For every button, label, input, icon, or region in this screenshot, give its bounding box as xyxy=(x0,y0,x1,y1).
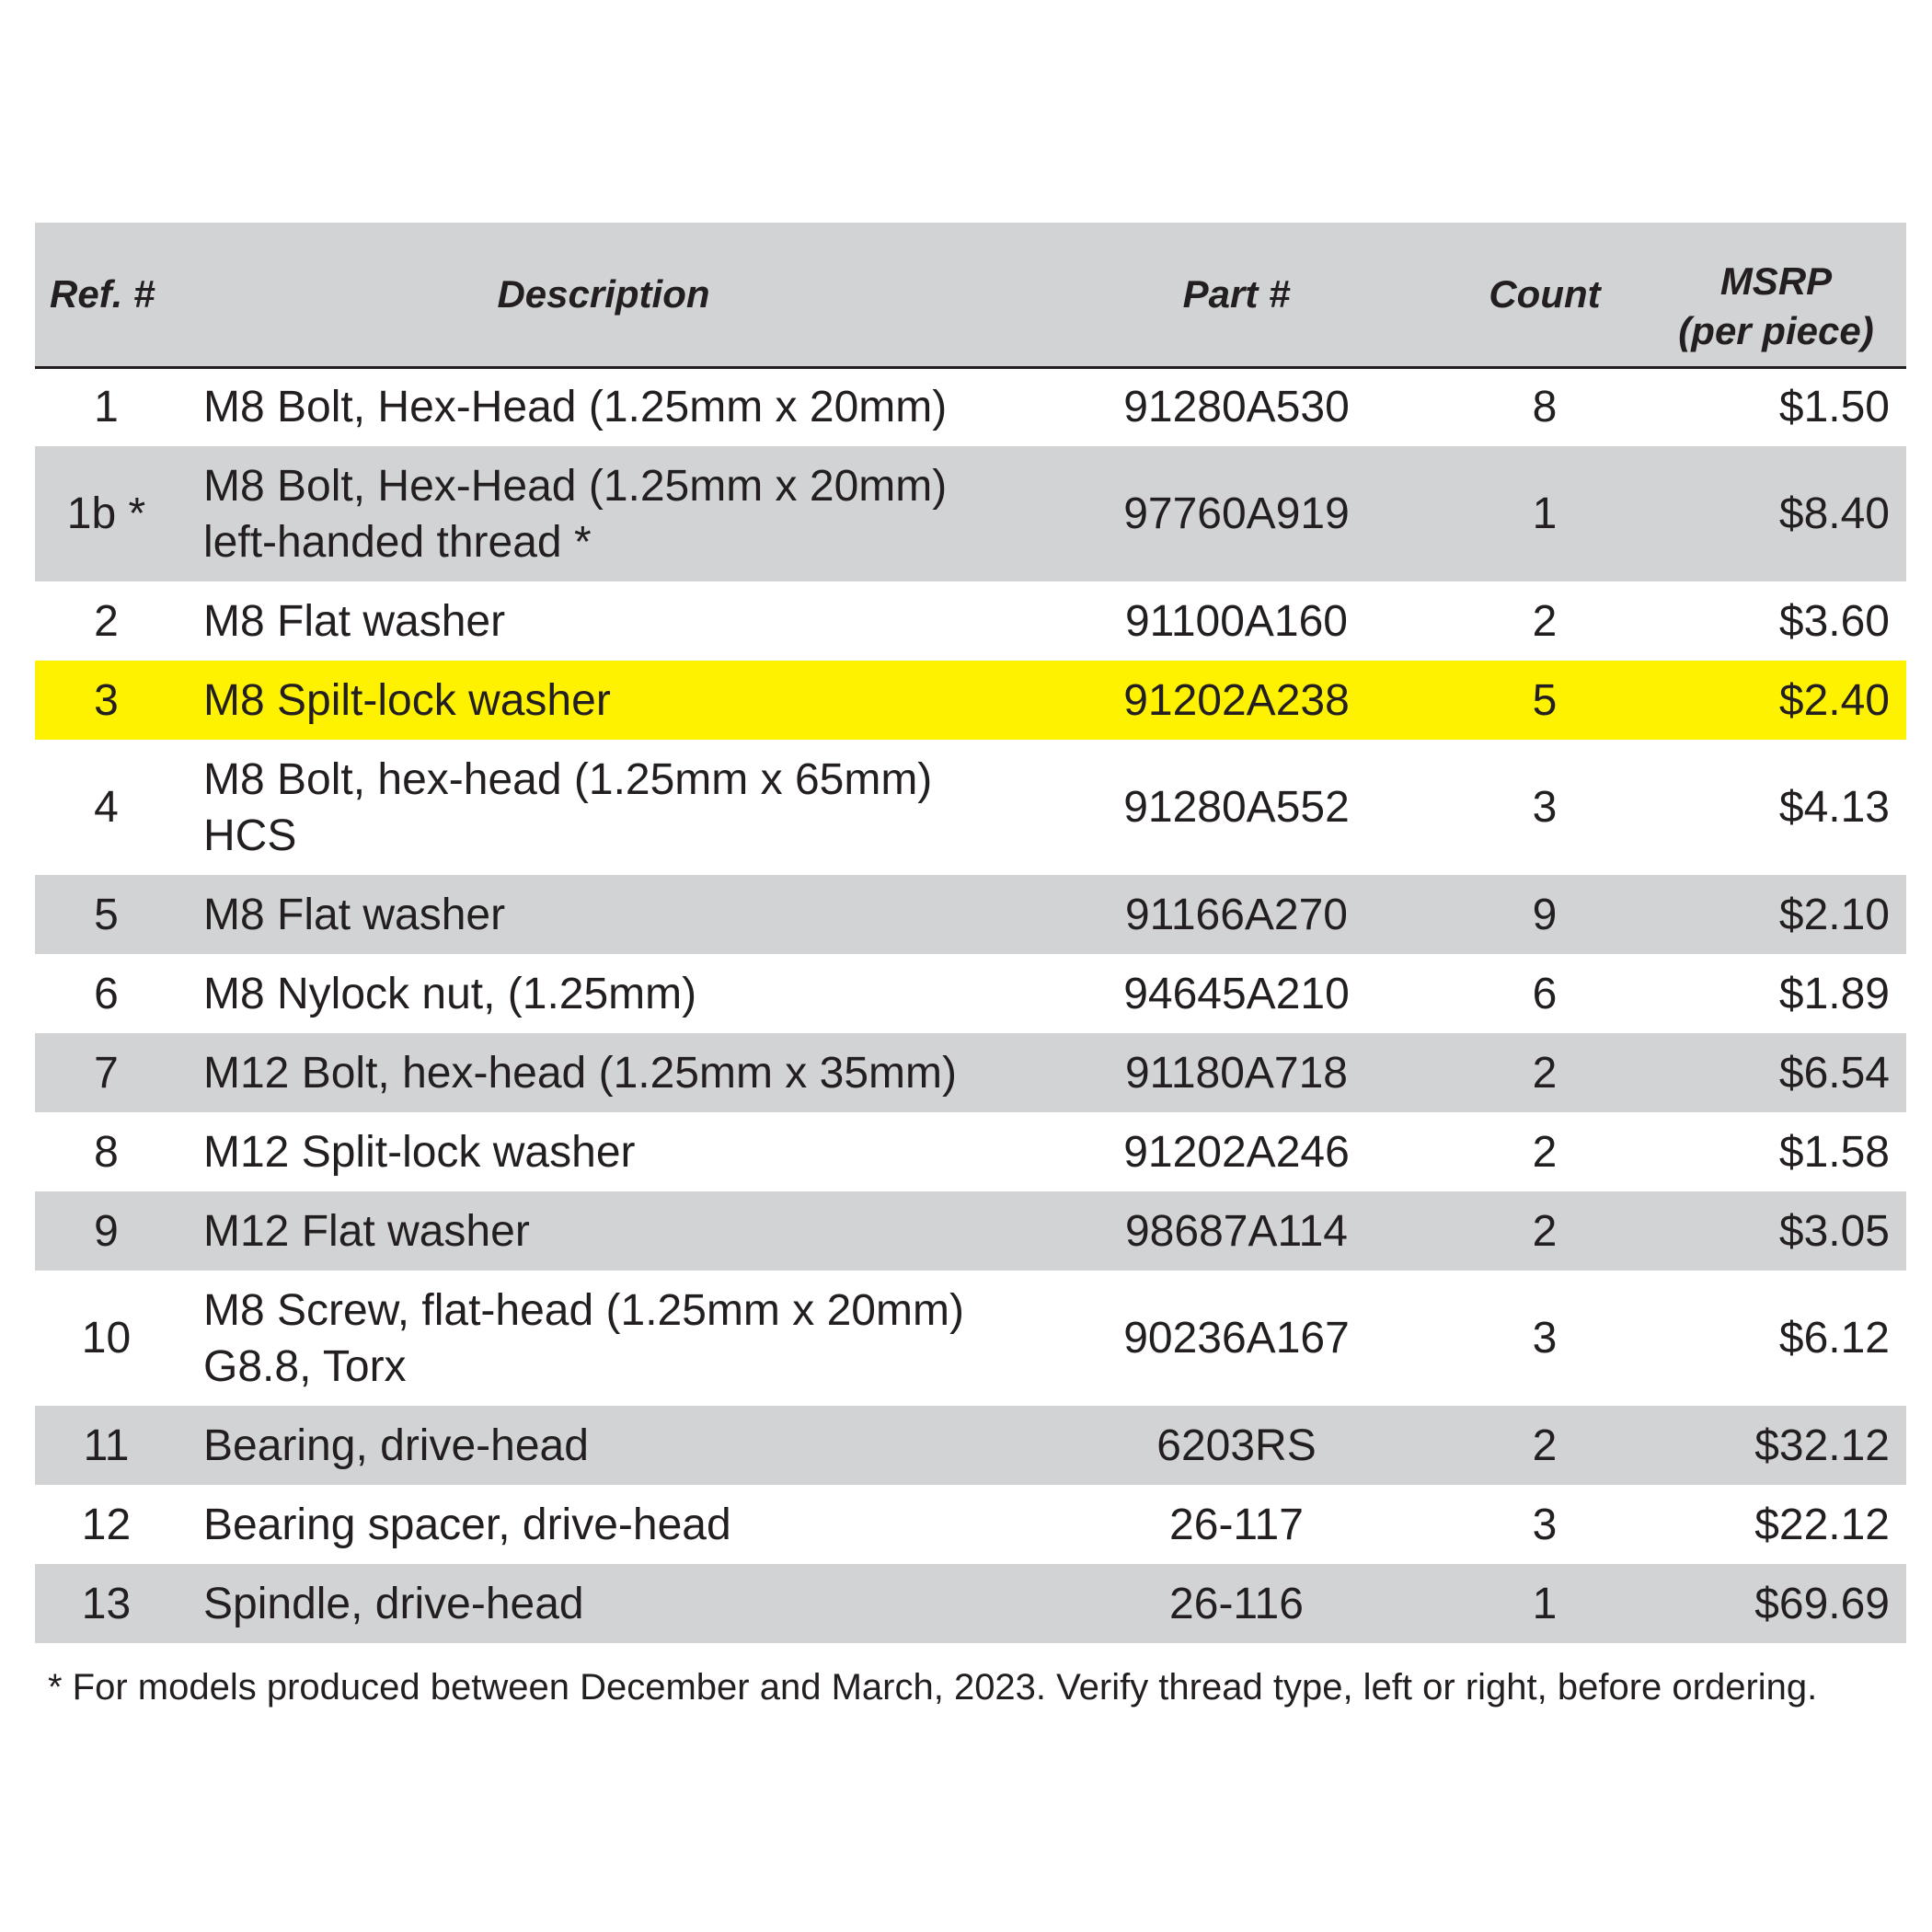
row-description: Bearing spacer, drive-head xyxy=(203,1500,731,1549)
header-description: Description xyxy=(178,223,1029,367)
row-msrp: $2.10 xyxy=(1778,890,1890,939)
row-ref: 12 xyxy=(81,1500,132,1549)
row-part-number: 91202A238 xyxy=(1123,675,1350,725)
table-row xyxy=(35,1406,1906,1485)
row-description: M8 Nylock nut, (1.25mm) xyxy=(203,969,697,1018)
row-count: 3 xyxy=(1532,1314,1558,1363)
row-description: Bearing, drive-head xyxy=(203,1420,589,1470)
table-row xyxy=(35,1564,1906,1643)
row-description-line1: M8 Bolt, hex-head (1.25mm x 65mm) xyxy=(203,754,933,804)
row-msrp: $32.12 xyxy=(1754,1420,1890,1470)
header-msrp xyxy=(1646,223,1906,367)
header-msrp-line1: MSRP xyxy=(1719,259,1833,303)
row-part-number: 91166A270 xyxy=(1124,890,1348,939)
row-count: 3 xyxy=(1532,783,1558,832)
row-count: 2 xyxy=(1532,1048,1558,1098)
row-description: M8 Flat washer xyxy=(203,890,506,939)
row-count: 2 xyxy=(1532,1206,1558,1256)
row-ref: 1 xyxy=(94,383,119,432)
footnote: * For models produced between December and March, 2023. Verify thread type, left or right, before ordering. xyxy=(48,1667,1818,1708)
row-msrp: $3.05 xyxy=(1778,1206,1890,1256)
table-row xyxy=(35,1191,1906,1271)
table-body xyxy=(35,367,1906,1643)
row-count: 8 xyxy=(1532,383,1558,432)
row-description-line1: M8 Screw, flat-head (1.25mm x 20mm) xyxy=(203,1285,964,1335)
row-count: 6 xyxy=(1532,969,1558,1018)
row-count: 2 xyxy=(1532,1127,1558,1177)
row-part-number: 94645A210 xyxy=(1123,969,1350,1018)
header-count: Count xyxy=(1443,223,1646,367)
row-msrp: $1.58 xyxy=(1778,1127,1890,1177)
row-ref: 5 xyxy=(94,890,119,939)
table-row xyxy=(35,875,1906,954)
row-count: 3 xyxy=(1532,1500,1558,1549)
row-part-number: 91280A552 xyxy=(1123,783,1350,832)
table-row-highlighted xyxy=(35,661,1906,740)
parts-table xyxy=(35,223,1906,1643)
row-part-number: 90236A167 xyxy=(1123,1314,1350,1363)
row-description: M8 Bolt, Hex-Head (1.25mm x 20mm) xyxy=(203,383,948,432)
row-part-number: 91280A530 xyxy=(1123,383,1350,432)
row-description: M8 Spilt-lock washer xyxy=(203,675,611,725)
row-part-number: 97760A919 xyxy=(1123,489,1350,538)
row-count: 5 xyxy=(1532,675,1558,725)
row-count: 1 xyxy=(1532,1579,1558,1628)
row-description-line2: left-handed thread * xyxy=(203,517,592,567)
row-description-line2: G8.8, Torx xyxy=(203,1341,407,1391)
row-ref: 13 xyxy=(81,1579,132,1628)
header-msrp-line2: (per piece) xyxy=(1678,308,1874,352)
table-header xyxy=(35,223,1906,367)
row-part-number: 91202A246 xyxy=(1123,1127,1350,1177)
row-ref: 10 xyxy=(81,1314,132,1363)
row-msrp: $6.12 xyxy=(1778,1314,1890,1363)
table-row xyxy=(35,446,1906,581)
row-ref: 8 xyxy=(94,1127,119,1177)
row-ref: 9 xyxy=(94,1206,119,1256)
table-row xyxy=(35,954,1906,1033)
table-row xyxy=(35,1485,1906,1564)
row-msrp: $1.50 xyxy=(1778,383,1890,432)
row-description: M12 Flat washer xyxy=(203,1206,530,1256)
table-row xyxy=(35,1271,1906,1406)
row-part-number: 91180A718 xyxy=(1124,1048,1348,1098)
row-msrp: $8.40 xyxy=(1778,489,1890,538)
row-ref: 11 xyxy=(83,1420,130,1470)
header-row xyxy=(35,223,1906,367)
row-part-number: 26-117 xyxy=(1169,1500,1304,1549)
row-count: 9 xyxy=(1532,890,1558,939)
table-row xyxy=(35,581,1906,661)
row-description-line1: M8 Bolt, Hex-Head (1.25mm x 20mm) xyxy=(203,461,948,511)
row-description: M12 Bolt, hex-head (1.25mm x 35mm) xyxy=(203,1048,957,1098)
row-msrp: $22.12 xyxy=(1754,1500,1890,1549)
table-row xyxy=(35,740,1906,875)
row-description: M8 Flat washer xyxy=(203,596,506,646)
row-description xyxy=(178,1271,1029,1406)
row-msrp: $4.13 xyxy=(1778,783,1890,832)
table-row xyxy=(35,1112,1906,1191)
row-part-number: 91100A160 xyxy=(1124,596,1348,646)
row-msrp: $69.69 xyxy=(1754,1579,1890,1628)
row-ref: 1b * xyxy=(66,489,146,538)
row-description xyxy=(178,446,1029,581)
row-part-number: 6203RS xyxy=(1156,1420,1317,1470)
row-ref: 6 xyxy=(94,969,119,1018)
row-ref: 7 xyxy=(94,1048,119,1098)
row-ref: 4 xyxy=(94,783,119,832)
row-count: 1 xyxy=(1532,489,1558,538)
row-part-number: 98687A114 xyxy=(1124,1206,1348,1256)
row-msrp: $6.54 xyxy=(1778,1048,1890,1098)
header-ref: Ref. # xyxy=(35,223,178,367)
row-description-line2: HCS xyxy=(203,811,297,860)
header-part-number: Part # xyxy=(1029,223,1443,367)
row-count: 2 xyxy=(1532,596,1558,646)
row-description xyxy=(178,740,1029,875)
row-msrp: $3.60 xyxy=(1778,596,1890,646)
row-part-number: 26-116 xyxy=(1169,1579,1304,1628)
row-ref: 3 xyxy=(94,675,119,725)
row-msrp: $1.89 xyxy=(1778,969,1890,1018)
row-count: 2 xyxy=(1532,1420,1558,1470)
row-description: Spindle, drive-head xyxy=(203,1579,584,1628)
row-description: M12 Split-lock washer xyxy=(203,1127,636,1177)
table-row xyxy=(35,367,1906,446)
table-row xyxy=(35,1033,1906,1112)
row-msrp: $2.40 xyxy=(1778,675,1890,725)
row-ref: 2 xyxy=(94,596,119,646)
